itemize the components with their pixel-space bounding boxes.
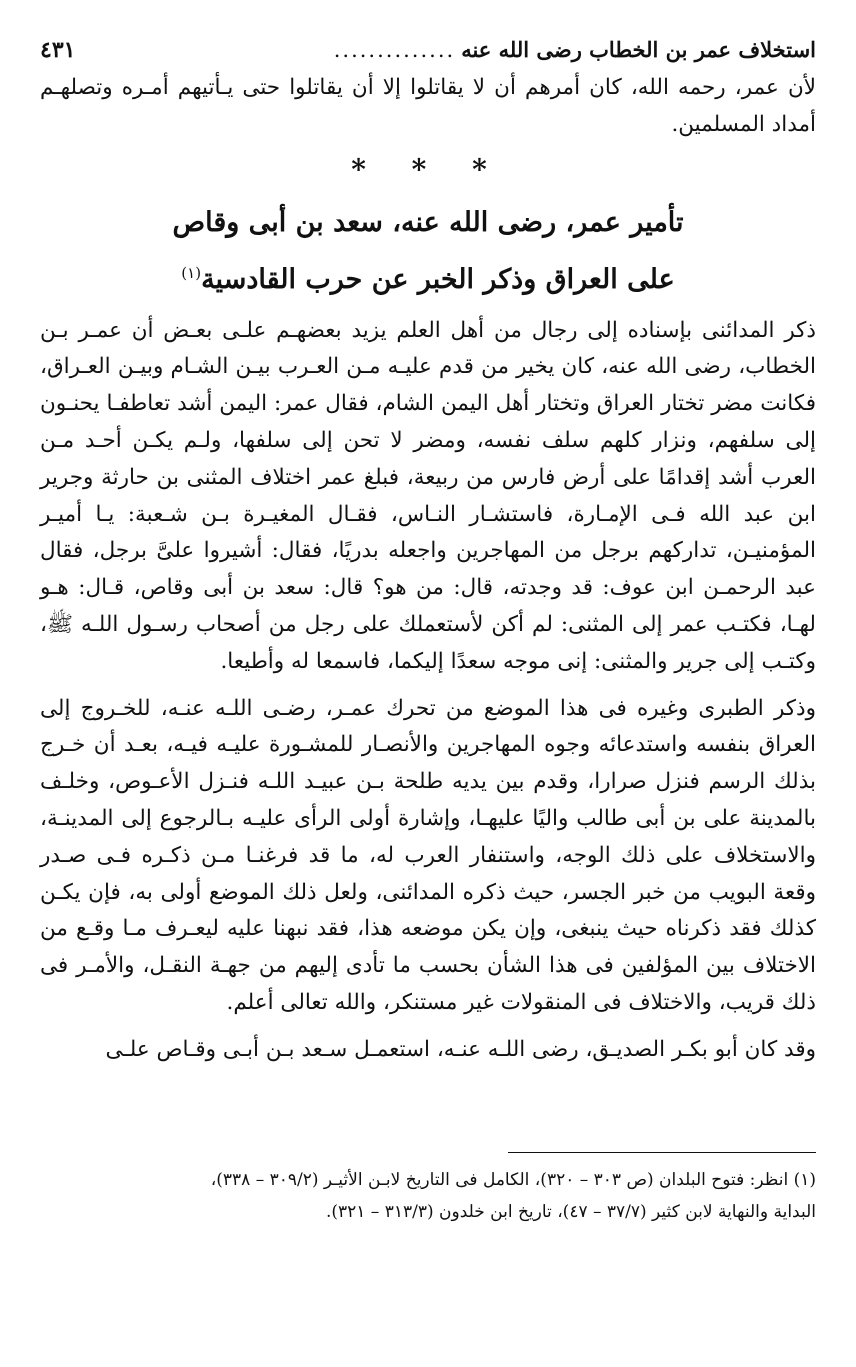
page-number: ٤٣١	[40, 37, 76, 63]
footnote-line-2: البداية والنهاية لابن كثير (٣٧/٧ – ٤٧)، تاريخ ابن خلدون (٣١٣/٣ – ٣٢١).	[325, 1202, 816, 1222]
section-heading-line-1: تأمير عمر، رضى الله عنه، سعد بن أبى وقاص	[172, 206, 684, 238]
footnote-reference: (١)	[181, 263, 202, 282]
footnote-divider	[508, 1152, 816, 1153]
footnote-line-1: (١) انظر: فتوح البلدان (ص ٣٠٣ – ٣٢٠)، الكامل فى التاريخ لابـن الأثيـر (٣٠٩/٢ – ٣٣٨)،	[210, 1170, 816, 1190]
section-heading-line-2-text: على العراق وذكر الخبر عن حرب القادسية	[201, 263, 675, 295]
running-head-title: استخلاف عمر بن الخطاب رضى الله عنه	[461, 37, 816, 62]
section-heading-line-2	[40, 248, 816, 305]
body-paragraph-1: ذكر المدائنى بإسناده إلى رجال من أهل العلم يزيد بعضهـم علـى بعـض أن عمـر بـن الخطاب، رضى الله عنه، كان يخير من قدم عليـه مـن العـرب بيـن الشـام وبيـن العـراق، فكانت مضر تختار العراق وتختار أهل اليمن الشام، فقال عمر: اليمن أشد تعاطفـا يحنـون إلى سلفهم، ونزار كلهم سلف نفسه، ومضر لا تحن إلى سلفها، ولـم يكـن أحـد مـن العرب أشد إقدامًا على أرض فارس من ربيعة، فبلغ عمر اختلاف المثنى بن حارثة وجرير ابن عبد الله فـى الإمـارة، فاستشـار النـاس، فقـال المغيـرة بـن شـعبة: يـا أميـر المؤمنيـن، تداركهم برجل من المهاجرين واجعله بدريًا، فقال: أشيروا علىَّ برجل، فقال عبد الرحمـن ابن عوف: قد وجدته، قال: من هو؟ قال: سعد بن أبى وقاص، قـال: هـو لهـا، فكتـب عمر إلى المثنى: لم أكن لأستعملك على رجل من أصحاب رسـول اللـه ﷺ، وكتـب إلى جرير والمثنى: إنى موجه سعدًا إليكما، فاسمعا له وأطيعا.	[40, 317, 816, 674]
intro-paragraph: لأن عمر، رحمه الله، كان أمرهم أن لا يقاتلوا إلا أن يقاتلوا حتى يـأتيهم أمـره وتصلهـم أمداد المسلمين.	[40, 75, 816, 137]
paragraph-gap	[40, 681, 816, 691]
body-paragraph-2: وذكر الطبرى وغيره فى هذا الموضع من تحرك عمـر، رضـى اللـه عنـه، للخـروج إلى العراق بنفسه واستدعائه وجوه المهاجرين والأنصـار للمشـورة عليـه فيـه، بعـد أن خـرج بذلك الرسم فنزل صرارا، وقدم بين يديه طلحة بـن عبيـد اللـه فنـزل الأعـوص، وخلـف بالمدينة على بن أبى طالب واليًا عليهـا، وإشارة أولى الرأى عليـه بـالرجوع إلى المدينـة، والاستخلاف على ذلك الوجه، واستنفار العرب له، ما قد فرغنـا مـن ذكـره فـى صـدر وقعة البويب من خبر الجسر، حيث ذكره المدائنى، ولعل ذلك الموضع أولى به، فإن يكـن كذلك فقد ذكرناه حيث ينبغى، وإن يكن موضعه هذا، فقد نبهنا عليه ليعـرف مـا وقـع من الاختلاف بين المؤلفين فى هذا الشأن بحسب ما تأدى إليهم من جهـة النقـل، والأمـر فى ذلك قريب، والاختلاف فى المنقولات غير مستنكر، والله تعالى أعلم.	[40, 695, 816, 1015]
running-head	[40, 30, 816, 70]
footnotes	[40, 1164, 816, 1228]
paragraph-gap	[40, 1022, 816, 1032]
section-separator: * * *	[351, 152, 505, 186]
running-head-leader-dots: ..............	[333, 38, 456, 62]
section-heading-block	[40, 198, 816, 305]
body-paragraph-3: وقد كان أبو بكـر الصديـق، رضى اللـه عنـه، استعمـل سـعد بـن أبـى وقـاص علـى	[105, 1036, 816, 1062]
book-page	[40, 30, 816, 1350]
